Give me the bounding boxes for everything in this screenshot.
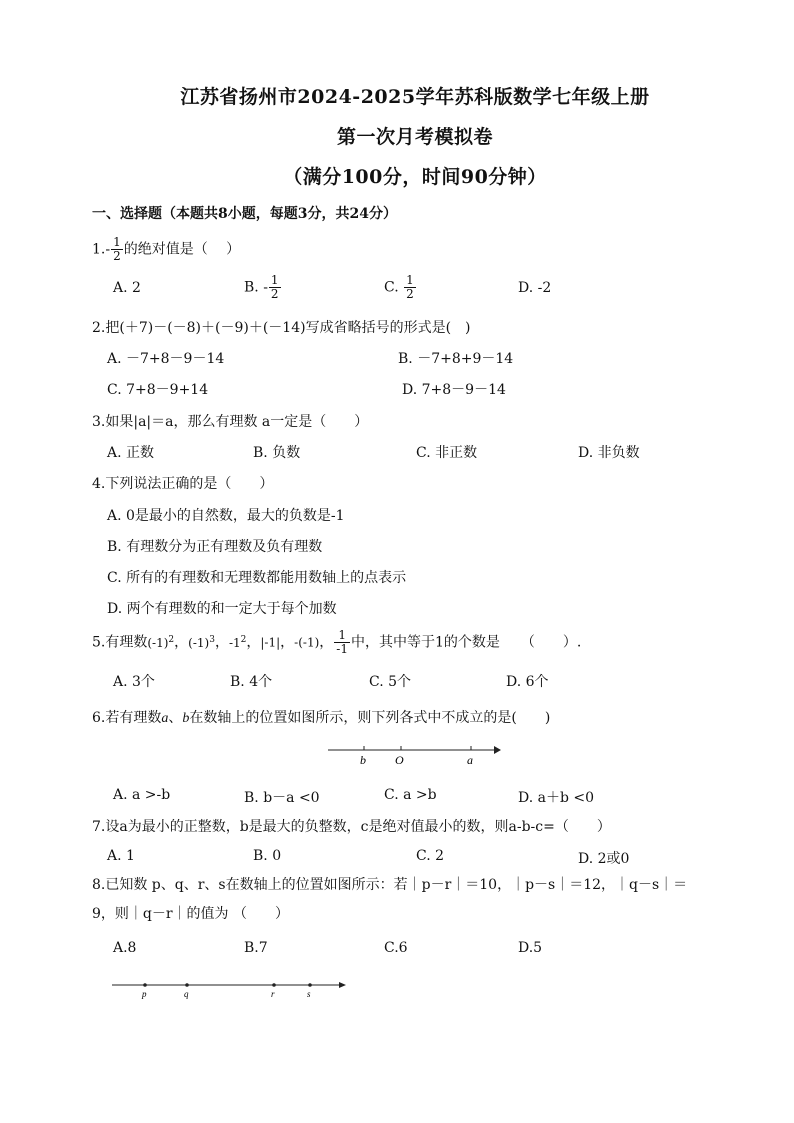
question-1-stem	[92, 236, 240, 263]
q5-expr-3-exp: 2	[240, 634, 247, 645]
q1-option-c-den: 2	[406, 287, 414, 301]
q8-point-p	[143, 983, 147, 987]
exam-subtitle: 第一次月考模拟卷	[336, 126, 493, 148]
q3-option-c: C. 非正数	[416, 445, 478, 461]
q5-expr-2-base: (-1)	[188, 635, 210, 650]
q6-label-o: O	[395, 753, 404, 767]
q5-suffix: 中，其中等于1的个数是 （ ）.	[350, 634, 582, 651]
q4-option-b: B. 有理数分为正有理数及负有理数	[107, 539, 323, 555]
q6-var-b: b	[182, 711, 190, 726]
q8-label-q: q	[184, 989, 189, 999]
q2-option-c: C. 7+8－9+14	[107, 382, 209, 398]
q6-var-a: a	[161, 711, 169, 726]
q6-label-a: a	[467, 753, 473, 767]
q1-option-b-den: 2	[270, 287, 279, 301]
q2-option-d: D. 7+8－9－14	[402, 382, 506, 398]
q5-expr-3	[229, 636, 246, 650]
q6-option-c: C. a >b	[384, 787, 437, 803]
q6-stem-pre: 6.若有理数	[92, 710, 162, 726]
q5-sep-1: ，	[174, 634, 189, 651]
exam-score-time: （满分100分，时间90分钟）	[283, 166, 547, 188]
q5-fraction	[334, 629, 350, 656]
q5-expr-2	[188, 636, 215, 650]
q6-axis-arrow	[494, 746, 501, 754]
q3-option-d: D. 非负数	[578, 445, 640, 461]
q8-label-p: p	[142, 989, 147, 999]
q6-option-b: B. b－a <0	[244, 790, 320, 806]
q1-option-c-fraction	[404, 274, 416, 301]
q5-sep-3: ，	[246, 634, 261, 651]
q6-option-d: D. a＋b <0	[518, 790, 595, 806]
q1-option-b-fraction	[269, 274, 281, 301]
q3-option-a: A. 正数	[107, 445, 155, 461]
q4-option-c: C. 所有的有理数和无理数都能用数轴上的点表示	[107, 570, 407, 586]
q6-stem-mid: 、	[168, 710, 183, 726]
q8-point-s	[308, 983, 312, 987]
q1-option-a: A. 2	[113, 280, 141, 296]
question-7-stem: 7.设a为最小的正整数，b是最大的负整数，c是绝对值最小的数，则a-b-c=（ ）	[92, 819, 611, 835]
section-heading-choice: 一、选择题（本题共8小题，每题3分，共24分）	[92, 206, 397, 222]
q5-expr-3-base: -1	[228, 635, 241, 650]
q1-prefix: 1.	[92, 241, 106, 258]
question-2-stem: 2.把(＋7)－(－8)＋(－9)＋(－14)写成省略括号的形式是( )	[92, 320, 471, 336]
question-6-stem	[92, 707, 550, 727]
q8-option-d: D.5	[518, 940, 543, 956]
q6-label-b: b	[360, 753, 366, 767]
q1-frac-num: 1	[113, 235, 121, 249]
q8-option-a: A.8	[113, 940, 137, 956]
q8-label-r: r	[271, 989, 275, 999]
q3-option-b: B. 负数	[253, 445, 301, 461]
q1-minus: -	[105, 241, 111, 258]
q7-option-d: D. 2或0	[578, 851, 630, 867]
question-4-stem: 4.下列说法正确的是（ ）	[92, 476, 274, 492]
q8-number-line	[110, 976, 350, 1004]
q5-sep-4: ，	[280, 634, 295, 651]
q8-option-c: C.6	[384, 940, 408, 956]
q5-sep-2: ，	[214, 634, 229, 651]
q2-option-a: A. －7+8－9－14	[107, 351, 225, 367]
q5-expr-5: -(-1)	[294, 635, 320, 650]
q5-prefix: 5.有理数	[92, 634, 148, 651]
q6-stem-post: 在数轴上的位置如图所示，则下列各式中不成立的是( )	[189, 710, 551, 726]
q5-frac-den: -1	[336, 642, 348, 656]
q1-option-c-num: 1	[406, 273, 414, 287]
q5-expr-2-exp: 3	[209, 634, 215, 645]
q6-option-a: A. a >-b	[113, 787, 171, 803]
q1-option-b	[244, 274, 282, 301]
question-8-stem-line2: 9，则｜q－r｜的值为 （ ）	[92, 906, 290, 922]
q5-expr-1-base: (-1)	[147, 635, 169, 650]
exam-title: 江苏省扬州市2024-2025学年苏科版数学七年级上册	[180, 86, 650, 108]
q8-label-s: s	[307, 989, 311, 999]
q1-option-d: D. -2	[518, 280, 552, 296]
q2-option-b: B. －7+8+9－14	[398, 351, 514, 367]
q1-option-b-label: B. -	[244, 279, 268, 296]
question-3-stem: 3.如果|a|＝a，那么有理数 a一定是（ ）	[92, 414, 369, 430]
q5-option-c: C. 5个	[369, 674, 412, 690]
q1-suffix: 的绝对值是（ ）	[123, 241, 241, 258]
q7-option-b: B. 0	[253, 848, 282, 864]
q8-option-b: B.7	[244, 940, 268, 956]
q5-sep-5: ，	[319, 634, 334, 651]
q5-expr-1-exp: 2	[168, 634, 175, 645]
q1-option-c	[384, 274, 417, 301]
q5-option-d: D. 6个	[506, 674, 549, 690]
q8-axis-arrow	[339, 982, 346, 988]
question-8-stem-line1: 8.已知数 p、q、r、s在数轴上的位置如图所示：若｜p－r｜＝10，｜p－s｜＝12，｜q－s｜＝	[92, 877, 688, 893]
q4-option-d: D. 两个有理数的和一定大于每个加数	[107, 601, 337, 617]
q1-fraction	[111, 236, 123, 263]
question-5-stem	[92, 629, 581, 656]
q5-expr-1	[147, 636, 174, 650]
q5-frac-num: 1	[334, 629, 350, 643]
q8-point-q	[185, 983, 189, 987]
q4-option-a: A. 0是最小的自然数，最大的负数是-1	[107, 508, 345, 524]
q5-expr-4: |-1|	[260, 635, 281, 650]
q5-option-b: B. 4个	[230, 674, 273, 690]
q7-option-c: C. 2	[416, 848, 445, 864]
q1-option-b-num: 1	[270, 273, 279, 287]
q8-point-r	[272, 983, 276, 987]
q1-option-c-label: C.	[384, 279, 399, 296]
q6-number-line	[324, 740, 504, 770]
q5-option-a: A. 3个	[113, 674, 155, 690]
q7-option-a: A. 1	[107, 848, 135, 864]
q1-frac-den: 2	[113, 249, 121, 263]
